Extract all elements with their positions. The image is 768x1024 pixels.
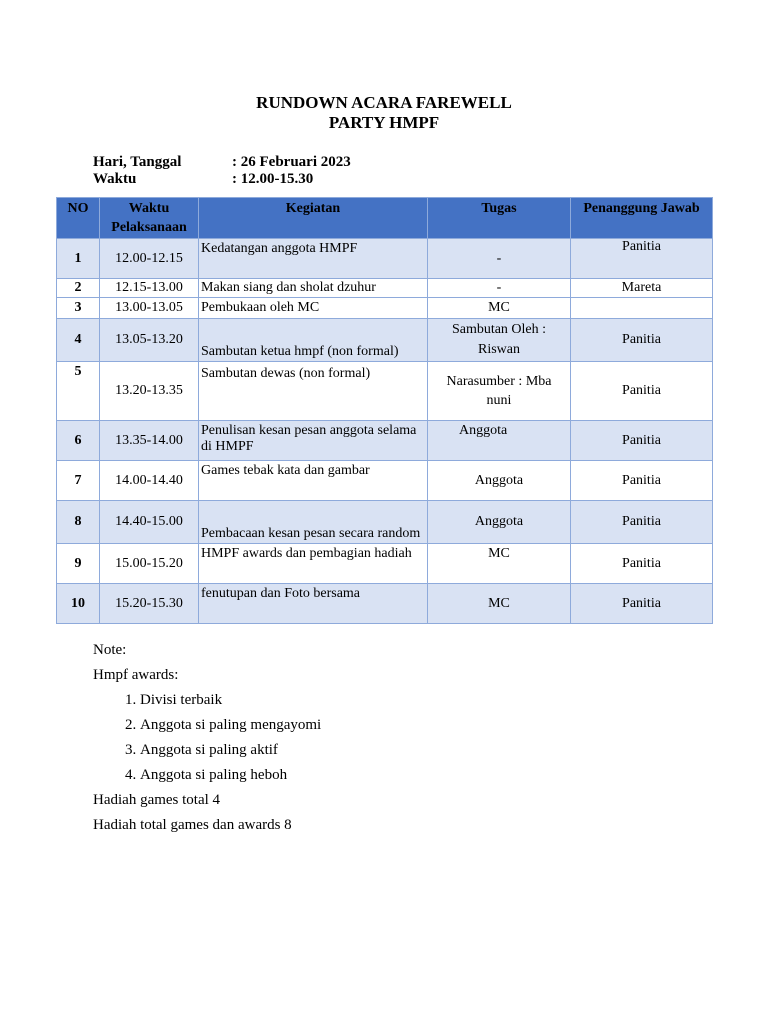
cell-waktu: 12.00-12.15 bbox=[100, 239, 199, 279]
cell-no: 6 bbox=[57, 421, 100, 461]
notes-heading: Note: bbox=[93, 642, 127, 658]
cell-tugas: Sambutan Oleh : Riswan bbox=[428, 319, 571, 362]
meta-date-value: : 26 Februari 2023 bbox=[232, 154, 351, 170]
header-penanggung-jawab: Penanggung Jawab bbox=[571, 198, 713, 239]
cell-waktu: 14.40-15.00 bbox=[100, 501, 199, 544]
document-title-line-1: RUNDOWN ACARA FAREWELL bbox=[256, 93, 512, 112]
cell-kegiatan: Sambutan dewas (non formal) bbox=[199, 362, 428, 421]
grand-total-note: Hadiah total games dan awards 8 bbox=[93, 817, 292, 833]
cell-tugas: MC bbox=[428, 544, 571, 584]
cell-penanggung-jawab: Panitia bbox=[571, 461, 713, 501]
table-row bbox=[57, 544, 713, 584]
cell-penanggung-jawab: Panitia bbox=[571, 421, 713, 461]
cell-penanggung-jawab: Panitia bbox=[571, 584, 713, 624]
cell-no: 2 bbox=[57, 279, 100, 298]
cell-tugas: - bbox=[428, 239, 571, 279]
meta-date-row bbox=[93, 153, 351, 171]
table-row bbox=[57, 298, 713, 319]
cell-no: 5 bbox=[57, 362, 100, 421]
cell-waktu: 13.35-14.00 bbox=[100, 421, 199, 461]
awards-label: Hmpf awards: bbox=[93, 667, 179, 683]
cell-kegiatan: Pembacaan kesan pesan secara random bbox=[199, 501, 428, 544]
cell-kegiatan: Games tebak kata dan gambar bbox=[199, 461, 428, 501]
document-title-line-2: PARTY HMPF bbox=[328, 113, 440, 132]
cell-tugas: Anggota bbox=[428, 501, 571, 544]
notes-section bbox=[93, 638, 321, 838]
header-waktu-line-2: Pelaksanaan bbox=[111, 220, 187, 235]
table-row bbox=[57, 362, 713, 421]
cell-kegiatan: HMPF awards dan pembagian hadiah bbox=[199, 544, 428, 584]
cell-no: 7 bbox=[57, 461, 100, 501]
meta-time-row bbox=[93, 170, 313, 188]
header-kegiatan: Kegiatan bbox=[199, 198, 428, 239]
cell-no: 8 bbox=[57, 501, 100, 544]
header-waktu-line-1: Waktu bbox=[128, 201, 170, 216]
cell-tugas: MC bbox=[428, 584, 571, 624]
table-row bbox=[57, 461, 713, 501]
cell-tugas: Anggota bbox=[428, 421, 571, 461]
list-item: 2. Anggota si paling mengayomi bbox=[140, 713, 321, 738]
cell-no: 1 bbox=[57, 239, 100, 279]
cell-kegiatan: Pembukaan oleh MC bbox=[199, 298, 428, 319]
cell-tugas: Anggota bbox=[428, 461, 571, 501]
cell-no: 4 bbox=[57, 319, 100, 362]
list-item: 4. Anggota si paling heboh bbox=[140, 763, 321, 788]
meta-date-label: Hari, Tanggal bbox=[93, 154, 182, 170]
cell-waktu: 14.00-14.40 bbox=[100, 461, 199, 501]
meta-time-label: Waktu bbox=[93, 171, 137, 187]
table-row bbox=[57, 279, 713, 298]
cell-tugas: - bbox=[428, 279, 571, 298]
header-no: NO bbox=[57, 198, 100, 239]
cell-waktu: 15.00-15.20 bbox=[100, 544, 199, 584]
header-waktu bbox=[100, 198, 199, 239]
cell-tugas: Narasumber : Mba nuni bbox=[428, 362, 571, 421]
table-row bbox=[57, 239, 713, 279]
table-header-row bbox=[57, 198, 713, 239]
cell-tugas: MC bbox=[428, 298, 571, 319]
awards-list bbox=[93, 688, 321, 788]
rundown-table bbox=[56, 197, 713, 624]
cell-kegiatan: Kedatangan anggota HMPF bbox=[199, 239, 428, 279]
cell-kegiatan: Makan siang dan sholat dzuhur bbox=[199, 279, 428, 298]
cell-kegiatan: Sambutan ketua hmpf (non formal) bbox=[199, 319, 428, 362]
table-row bbox=[57, 421, 713, 461]
cell-penanggung-jawab: Mareta bbox=[571, 279, 713, 298]
cell-no: 10 bbox=[57, 584, 100, 624]
list-item: 3. Anggota si paling aktif bbox=[140, 738, 321, 763]
cell-kegiatan: fenutupan dan Foto bersama bbox=[199, 584, 428, 624]
cell-waktu: 13.05-13.20 bbox=[100, 319, 199, 362]
games-total-note: Hadiah games total 4 bbox=[93, 792, 221, 808]
meta-time-value: : 12.00-15.30 bbox=[232, 171, 314, 187]
cell-penanggung-jawab: Panitia bbox=[571, 362, 713, 421]
cell-penanggung-jawab: Panitia bbox=[571, 501, 713, 544]
header-tugas: Tugas bbox=[428, 198, 571, 239]
cell-waktu: 12.15-13.00 bbox=[100, 279, 199, 298]
cell-waktu: 13.20-13.35 bbox=[100, 362, 199, 421]
cell-kegiatan: Penulisan kesan pesan anggota selama di HMPF bbox=[199, 421, 428, 461]
list-item: 1. Divisi terbaik bbox=[140, 688, 321, 713]
cell-penanggung-jawab bbox=[571, 298, 713, 319]
cell-no: 3 bbox=[57, 298, 100, 319]
cell-waktu: 13.00-13.05 bbox=[100, 298, 199, 319]
cell-no: 9 bbox=[57, 544, 100, 584]
cell-penanggung-jawab: Panitia bbox=[571, 544, 713, 584]
cell-penanggung-jawab: Panitia bbox=[571, 319, 713, 362]
table-row bbox=[57, 584, 713, 624]
cell-waktu: 15.20-15.30 bbox=[100, 584, 199, 624]
table-row bbox=[57, 319, 713, 362]
cell-penanggung-jawab: Panitia bbox=[571, 239, 713, 279]
table-row bbox=[57, 501, 713, 544]
